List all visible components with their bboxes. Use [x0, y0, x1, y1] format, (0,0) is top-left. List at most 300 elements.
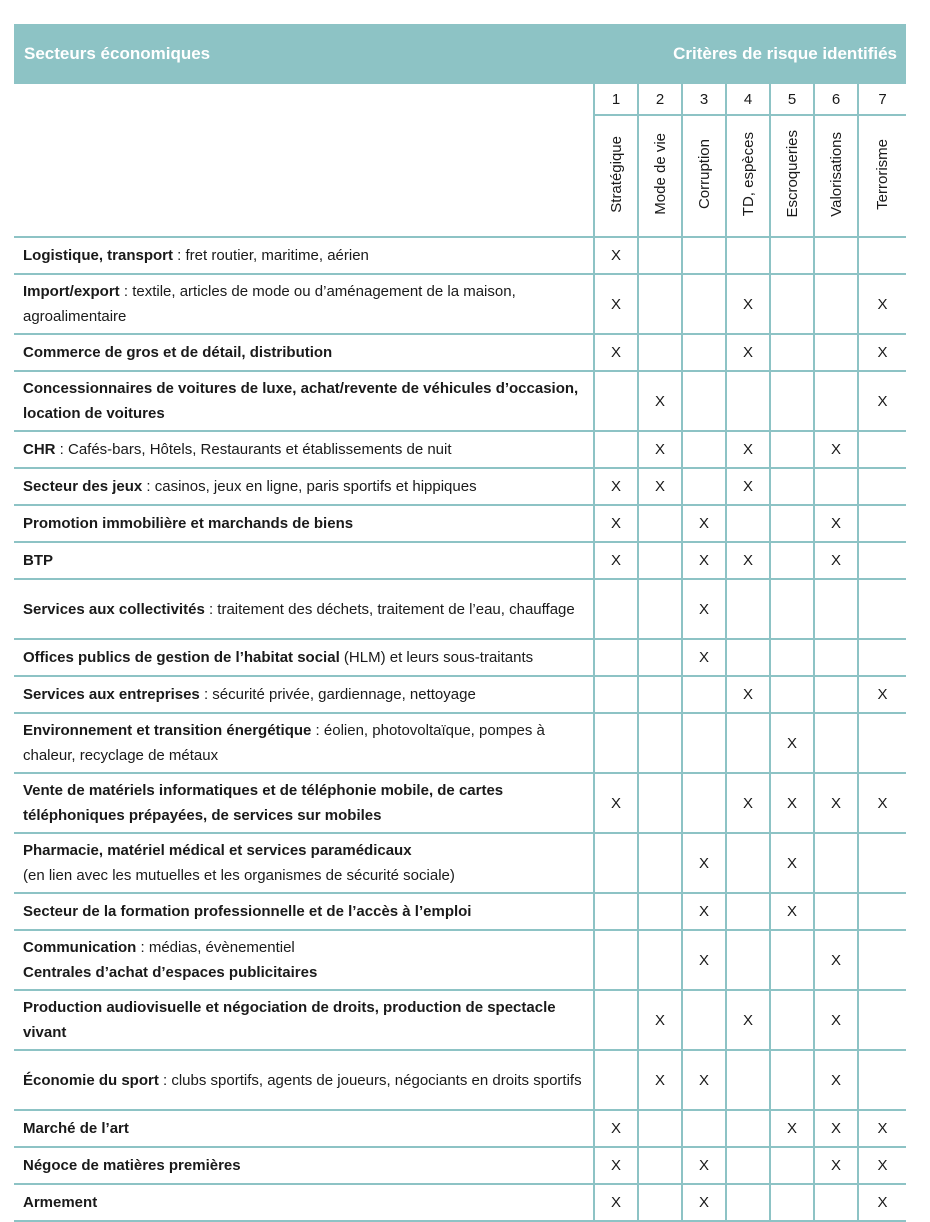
risk-cell-6: [814, 1050, 858, 1110]
risk-mark: X: [610, 478, 621, 495]
risk-cell-2: [638, 1110, 682, 1147]
risk-cell-7: [858, 713, 906, 773]
risk-cell-5: [770, 676, 814, 713]
risk-cell-6: [814, 773, 858, 833]
criterion-label: Mode de vie: [651, 133, 669, 215]
risk-cell-4: [726, 542, 770, 579]
risk-cell-4: [726, 713, 770, 773]
sector-cell: [14, 833, 594, 893]
risk-mark: X: [654, 441, 665, 458]
risk-cell-6: [814, 833, 858, 893]
sector-detail: : casinos, jeux en ligne, paris sportifs et hippiques: [142, 478, 477, 495]
risk-mark: X: [610, 794, 621, 812]
risk-cell-5: [770, 1147, 814, 1184]
risk-cell-2: [638, 579, 682, 639]
risk-mark: X: [830, 1011, 841, 1029]
sector-name: Marché de l’art: [23, 1120, 129, 1137]
risk-cell-5: [770, 274, 814, 334]
risk-cell-5: [770, 930, 814, 990]
table-row: [14, 579, 906, 639]
risk-cell-2: [638, 542, 682, 579]
risk-cell-1: [594, 274, 638, 334]
risk-cell-2: [638, 274, 682, 334]
table-row: [14, 1110, 906, 1147]
risk-cell-1: [594, 1050, 638, 1110]
risk-mark: X: [610, 295, 621, 313]
risk-cell-5: [770, 579, 814, 639]
risk-cell-3: [682, 676, 726, 713]
sector-cell: [14, 639, 594, 676]
sector-cell: [14, 371, 594, 431]
risk-cell-7: [858, 579, 906, 639]
risk-cell-3: [682, 371, 726, 431]
risk-cell-3: [682, 1147, 726, 1184]
risk-cell-2: [638, 505, 682, 542]
risk-cell-4: [726, 431, 770, 468]
sector-cell: [14, 713, 594, 773]
risk-cell-2: [638, 468, 682, 505]
risk-cell-2: [638, 773, 682, 833]
sector-cell: [14, 237, 594, 274]
sector-detail: : Cafés-bars, Hôtels, Restaurants et établissements de nuit: [55, 441, 452, 458]
risk-mark: X: [786, 794, 797, 812]
risk-cell-4: [726, 468, 770, 505]
sector-name: Vente de matériels informatiques et de téléphonie mobile, de cartes téléphoniques prépayées, de services sur mobiles: [23, 782, 504, 824]
risk-cell-2: [638, 371, 682, 431]
criterion-label: Terrorisme: [874, 138, 891, 210]
sector-name: Commerce de gros et de détail, distribution: [23, 344, 333, 361]
risk-cell-3: [682, 930, 726, 990]
risk-mark: X: [830, 1157, 841, 1174]
risk-cell-4: [726, 579, 770, 639]
risk-cell-3: [682, 773, 726, 833]
sector-cell: [14, 334, 594, 371]
risk-cell-6: [814, 371, 858, 431]
table-row: [14, 237, 906, 274]
risk-cell-5: [770, 468, 814, 505]
risk-cell-7: [858, 639, 906, 676]
risk-cell-7: [858, 676, 906, 713]
risk-mark: X: [610, 344, 621, 361]
risk-cell-7: [858, 334, 906, 371]
sector-name: CHR: [23, 441, 56, 458]
sector-name: Secteur de la formation professionnelle et de l’accès à l’emploi: [23, 903, 472, 920]
risk-mark: X: [830, 441, 841, 458]
sector-cell: [14, 579, 594, 639]
risk-mark: X: [877, 392, 888, 410]
risk-cell-6: [814, 542, 858, 579]
risk-cell-5: [770, 1184, 814, 1221]
table-row: [14, 930, 906, 990]
risk-mark: X: [786, 903, 797, 920]
risk-mark: X: [877, 1194, 888, 1211]
risk-cell-4: [726, 676, 770, 713]
sector-name: Négoce de matières premières: [23, 1157, 241, 1174]
risk-mark: X: [654, 392, 665, 410]
sector-name: Services aux collectivités: [23, 600, 205, 618]
risk-mark: X: [830, 1120, 841, 1137]
risk-cell-6: [814, 990, 858, 1050]
risk-mark: X: [742, 295, 753, 313]
risk-cell-4: [726, 505, 770, 542]
risk-cell-5: [770, 893, 814, 930]
sector-name: Armement: [23, 1194, 98, 1211]
sector-cell: [14, 773, 594, 833]
sector-cell: [14, 1050, 594, 1110]
risk-cell-2: [638, 1147, 682, 1184]
risk-cell-3: [682, 990, 726, 1050]
risk-cell-6: [814, 930, 858, 990]
table-row: [14, 334, 906, 371]
risk-cell-1: [594, 579, 638, 639]
risk-cell-3: [682, 431, 726, 468]
risk-cell-4: [726, 1184, 770, 1221]
sector-cell: [14, 274, 594, 334]
risk-mark: X: [654, 1011, 665, 1029]
risk-cell-6: [814, 579, 858, 639]
sector-detail: : sécurité privée, gardiennage, nettoyage: [199, 686, 476, 703]
risk-cell-3: [682, 542, 726, 579]
risk-mark: X: [698, 854, 709, 872]
risk-cell-1: [594, 676, 638, 713]
criteria-heading: Critères de risque identifiés: [673, 44, 897, 63]
sector-cell: [14, 930, 594, 990]
risk-mark: X: [877, 1157, 888, 1174]
sector-detail: : médias, évènementiel: [136, 939, 295, 956]
risk-cell-3: [682, 639, 726, 676]
sector-name: Production audiovisuelle et négociation de droits, production de spectacle vivant: [23, 999, 556, 1041]
risk-cell-4: [726, 1110, 770, 1147]
table-row: [14, 990, 906, 1050]
table-row: [14, 505, 906, 542]
risk-cell-3: [682, 579, 726, 639]
sector-rows: [14, 237, 906, 1221]
risk-mark: X: [698, 600, 709, 618]
risk-cell-4: [726, 1147, 770, 1184]
sector-name: BTP: [23, 552, 53, 569]
criterion-label: Corruption: [695, 138, 713, 210]
sector-cell: [14, 1110, 594, 1147]
sector-name: Logistique, transport: [23, 247, 173, 264]
risk-cell-2: [638, 1184, 682, 1221]
risk-mark: X: [698, 1071, 709, 1089]
risk-cell-5: [770, 773, 814, 833]
header-blank-cell: [14, 84, 594, 237]
sector-name: Secteur des jeux: [23, 478, 143, 495]
risk-cell-3: [682, 468, 726, 505]
sector-name: Concessionnaires de voitures de luxe, achat/revente de véhicules d’occasion, location de voitures: [23, 380, 579, 422]
criterion-number: 3: [682, 84, 726, 115]
sector-name: Pharmacie, matériel médical et services paramédicaux: [23, 842, 412, 859]
table-row: [14, 542, 906, 579]
criterion-number: 7: [858, 84, 906, 115]
risk-cell-7: [858, 505, 906, 542]
risk-cell-3: [682, 274, 726, 334]
risk-cell-1: [594, 505, 638, 542]
criterion-number: 2: [638, 84, 682, 115]
table-header-bar: [14, 24, 906, 84]
risk-cell-7: [858, 542, 906, 579]
risk-cell-3: [682, 505, 726, 542]
risk-mark: X: [654, 478, 665, 495]
sector-detail: : clubs sportifs, agents de joueurs, négociants en droits sportifs: [158, 1071, 582, 1089]
risk-mark: X: [610, 1120, 621, 1137]
risk-cell-3: [682, 1110, 726, 1147]
risk-cell-2: [638, 833, 682, 893]
risk-cell-6: [814, 274, 858, 334]
risk-cell-1: [594, 1184, 638, 1221]
risk-cell-1: [594, 639, 638, 676]
risk-cell-7: [858, 274, 906, 334]
risk-cell-7: [858, 773, 906, 833]
risk-cell-5: [770, 371, 814, 431]
risk-table: [14, 84, 906, 1222]
criterion-label-cell: [814, 115, 858, 237]
table-row: [14, 1050, 906, 1110]
risk-mark: X: [742, 478, 753, 495]
table-row: [14, 1184, 906, 1221]
risk-mark: X: [742, 441, 753, 458]
risk-cell-4: [726, 1050, 770, 1110]
risk-cell-2: [638, 930, 682, 990]
criterion-label: Valorisations: [827, 131, 845, 217]
risk-mark: X: [830, 794, 841, 812]
criterion-number: 5: [770, 84, 814, 115]
risk-cell-7: [858, 237, 906, 274]
criteria-number-row: [14, 84, 906, 115]
risk-cell-4: [726, 833, 770, 893]
criterion-number: 1: [594, 84, 638, 115]
risk-mark: X: [742, 1011, 753, 1029]
risk-mark: X: [786, 734, 797, 752]
risk-cell-4: [726, 274, 770, 334]
risk-cell-2: [638, 639, 682, 676]
risk-mark: X: [877, 794, 888, 812]
risk-mark: X: [610, 552, 621, 569]
risk-mark: X: [830, 951, 841, 969]
risk-cell-4: [726, 237, 770, 274]
risk-cell-3: [682, 713, 726, 773]
risk-cell-5: [770, 833, 814, 893]
risk-cell-1: [594, 930, 638, 990]
risk-cell-7: [858, 1050, 906, 1110]
criterion-label-cell: [726, 115, 770, 237]
sector-detail: : traitement des déchets, traitement de l’eau, chauffage: [204, 600, 575, 618]
risk-mark: X: [698, 515, 709, 532]
risk-mark: X: [830, 1071, 841, 1089]
risk-cell-3: [682, 237, 726, 274]
risk-cell-6: [814, 893, 858, 930]
risk-mark: X: [877, 1120, 888, 1137]
risk-cell-5: [770, 334, 814, 371]
risk-mark: X: [610, 1157, 621, 1174]
table-row: [14, 431, 906, 468]
risk-cell-2: [638, 676, 682, 713]
risk-mark: X: [698, 1157, 709, 1174]
risk-mark: X: [742, 686, 753, 703]
risk-cell-6: [814, 639, 858, 676]
risk-cell-2: [638, 237, 682, 274]
risk-mark: X: [877, 344, 888, 361]
risk-cell-4: [726, 930, 770, 990]
risk-cell-3: [682, 893, 726, 930]
sector-detail: : textile, articles de mode ou d’aménagement de la maison, agroalimentaire: [23, 283, 516, 325]
risk-table-container: [14, 24, 906, 1222]
criterion-label: Stratégique: [607, 135, 625, 213]
risk-cell-1: [594, 334, 638, 371]
sector-detail: : fret routier, maritime, aérien: [173, 247, 369, 264]
risk-cell-1: [594, 1147, 638, 1184]
risk-cell-4: [726, 773, 770, 833]
risk-cell-2: [638, 1050, 682, 1110]
sector-cell: [14, 990, 594, 1050]
risk-mark: X: [742, 794, 753, 812]
risk-cell-5: [770, 431, 814, 468]
risk-cell-3: [682, 334, 726, 371]
table-row: [14, 676, 906, 713]
risk-mark: X: [786, 1120, 797, 1137]
risk-cell-4: [726, 334, 770, 371]
risk-cell-7: [858, 431, 906, 468]
sector-detail: : éolien, photovoltaïque, pompes à chaleur, recyclage de métaux: [23, 722, 545, 764]
risk-cell-6: [814, 431, 858, 468]
risk-mark: X: [877, 295, 888, 313]
risk-cell-2: [638, 713, 682, 773]
risk-mark: X: [877, 686, 888, 703]
table-row: [14, 639, 906, 676]
risk-cell-5: [770, 505, 814, 542]
risk-cell-6: [814, 676, 858, 713]
risk-cell-7: [858, 990, 906, 1050]
sector-cell: [14, 1147, 594, 1184]
risk-mark: X: [742, 344, 753, 361]
table-row: [14, 468, 906, 505]
risk-cell-7: [858, 930, 906, 990]
criterion-label-cell: [858, 115, 906, 237]
table-row: [14, 274, 906, 334]
criterion-label-cell: [594, 115, 638, 237]
table-row: [14, 371, 906, 431]
sector-cell: [14, 1184, 594, 1221]
risk-cell-6: [814, 1110, 858, 1147]
sector-name: Économie du sport: [23, 1071, 159, 1089]
criterion-number: 6: [814, 84, 858, 115]
risk-cell-7: [858, 1184, 906, 1221]
risk-mark: X: [786, 854, 797, 872]
table-row: [14, 833, 906, 893]
risk-cell-6: [814, 713, 858, 773]
sector-cell: [14, 431, 594, 468]
risk-cell-6: [814, 237, 858, 274]
criterion-label-cell: [770, 115, 814, 237]
risk-cell-2: [638, 431, 682, 468]
risk-cell-5: [770, 237, 814, 274]
risk-cell-1: [594, 893, 638, 930]
risk-cell-1: [594, 431, 638, 468]
risk-cell-5: [770, 990, 814, 1050]
sector-name: Promotion immobilière et marchands de biens: [23, 515, 354, 532]
risk-cell-7: [858, 893, 906, 930]
risk-cell-5: [770, 713, 814, 773]
criterion-label-cell: [638, 115, 682, 237]
risk-cell-4: [726, 990, 770, 1050]
risk-cell-5: [770, 1050, 814, 1110]
risk-cell-1: [594, 1110, 638, 1147]
table-row: [14, 1147, 906, 1184]
risk-cell-7: [858, 833, 906, 893]
sector-detail: (HLM) et leurs sous-traitants: [339, 649, 534, 666]
risk-mark: X: [698, 903, 709, 920]
risk-mark: X: [610, 247, 621, 264]
risk-mark: X: [698, 1194, 709, 1211]
risk-cell-6: [814, 334, 858, 371]
risk-cell-1: [594, 468, 638, 505]
risk-cell-5: [770, 639, 814, 676]
sector-cell: [14, 468, 594, 505]
risk-cell-6: [814, 1184, 858, 1221]
risk-cell-4: [726, 893, 770, 930]
criterion-label: Escroqueries: [783, 130, 801, 218]
risk-cell-1: [594, 990, 638, 1050]
risk-mark: X: [698, 552, 709, 569]
sector-name: Services aux entreprises: [23, 686, 200, 703]
criterion-number: 4: [726, 84, 770, 115]
risk-cell-4: [726, 639, 770, 676]
risk-cell-6: [814, 1147, 858, 1184]
risk-cell-6: [814, 468, 858, 505]
risk-cell-7: [858, 468, 906, 505]
sector-name: Offices publics de gestion de l’habitat social: [23, 649, 340, 666]
risk-mark: X: [830, 552, 841, 569]
risk-mark: X: [654, 1071, 665, 1089]
risk-cell-2: [638, 334, 682, 371]
sector-cell: [14, 676, 594, 713]
risk-mark: X: [830, 515, 841, 532]
risk-cell-6: [814, 505, 858, 542]
sector-cell: [14, 542, 594, 579]
risk-cell-7: [858, 371, 906, 431]
table-row: [14, 773, 906, 833]
risk-mark: X: [610, 515, 621, 532]
sector-name-secondary: Centrales d’achat d’espaces publicitaires: [23, 964, 318, 981]
risk-mark: X: [742, 552, 753, 569]
table-row: [14, 893, 906, 930]
risk-mark: X: [698, 951, 709, 969]
sector-cell: [14, 505, 594, 542]
risk-cell-4: [726, 371, 770, 431]
risk-cell-7: [858, 1110, 906, 1147]
risk-cell-7: [858, 1147, 906, 1184]
risk-cell-5: [770, 1110, 814, 1147]
risk-cell-1: [594, 713, 638, 773]
risk-cell-5: [770, 542, 814, 579]
criterion-label-cell: [682, 115, 726, 237]
risk-cell-3: [682, 1184, 726, 1221]
risk-cell-1: [594, 371, 638, 431]
sector-name: Environnement et transition énergétique: [23, 722, 312, 739]
sector-detail: (en lien avec les mutuelles et les organismes de sécurité sociale): [23, 867, 455, 884]
sector-name: Import/export: [23, 283, 120, 300]
risk-cell-2: [638, 893, 682, 930]
criterion-label: TD, espèces: [739, 131, 757, 217]
risk-cell-3: [682, 833, 726, 893]
risk-cell-1: [594, 833, 638, 893]
risk-cell-2: [638, 990, 682, 1050]
risk-mark: X: [610, 1194, 621, 1211]
risk-cell-3: [682, 1050, 726, 1110]
risk-cell-1: [594, 773, 638, 833]
sector-name: Communication: [23, 939, 137, 956]
